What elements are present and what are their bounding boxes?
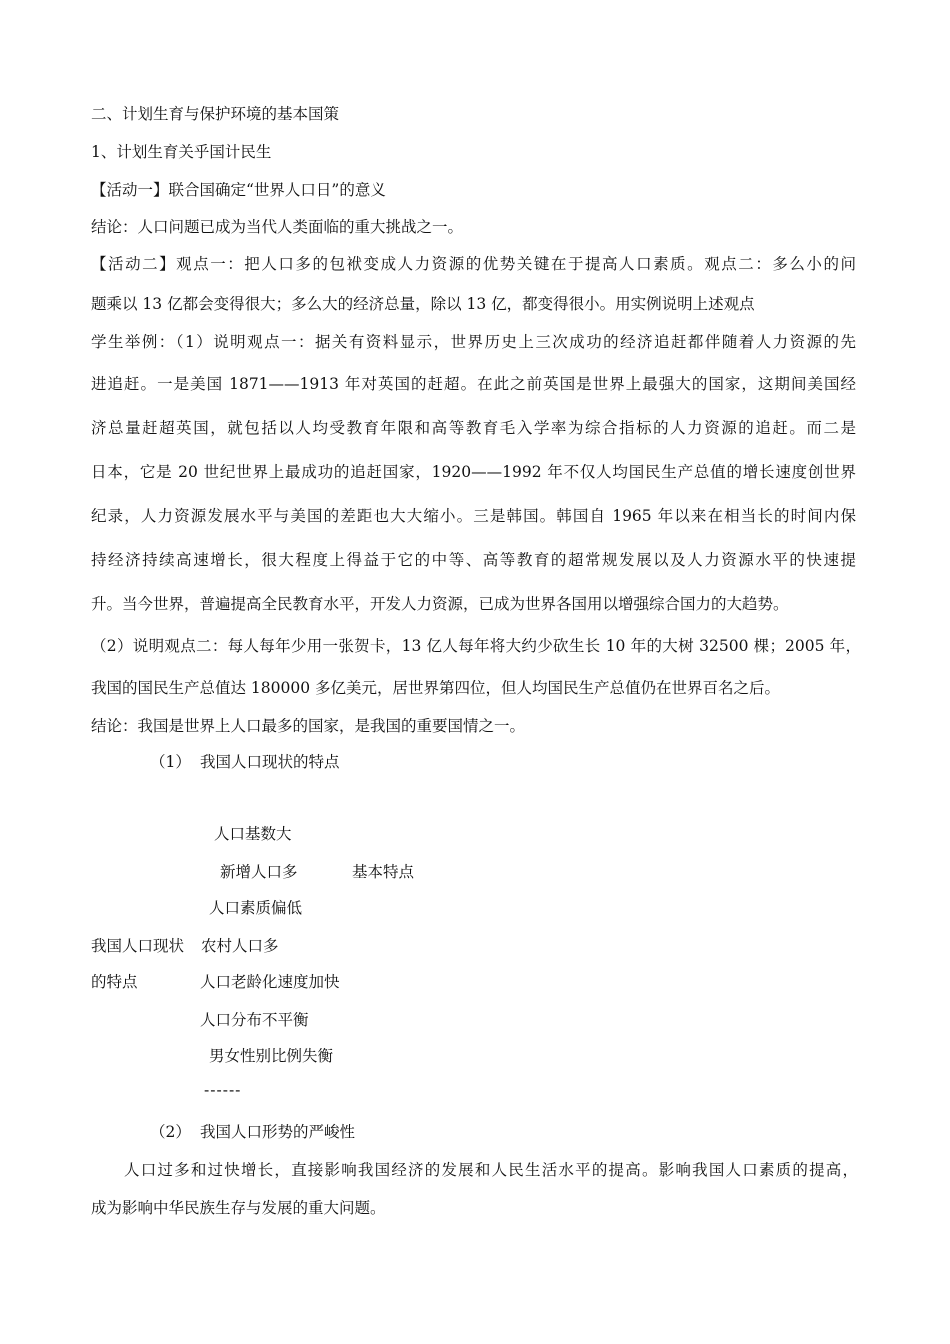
sub-heading-2-number: （2） bbox=[150, 1123, 191, 1141]
point-two-line: 我国的国民生产总值达 180000 多亿美元，居世界第四位，但人均国民生产总值仍在世界百名之后。 bbox=[91, 679, 781, 697]
example-line: 纪录，人力资源发展水平与美国的差距也大大缩小。三是韩国。韩国自 1965 年以来在相当长的时间内保 bbox=[91, 507, 856, 525]
final-paragraph-line: 成为影响中华民族生存与发展的重大问题。 bbox=[91, 1199, 386, 1217]
activity-one: 【活动一】联合国确定“世界人口日”的意义 bbox=[91, 181, 386, 199]
section-heading: 二、计划生育与保护环境的基本国策 bbox=[91, 105, 340, 123]
point-two-line: （2）说明观点二：每人每年少用一张贺卡，13 亿人每年将大约少砍生长 10 年的大树 32500 棵；2005 年， bbox=[91, 637, 861, 655]
conclusion-one: 结论：人口问题已成为当代人类面临的重大挑战之一。 bbox=[91, 218, 464, 236]
sub-heading-2-title: 我国人口形势的严峻性 bbox=[200, 1123, 356, 1141]
example-line: 济总量赶超英国，就包括以人均受教育年限和高等教育毛入学率为综合指标的人力资源的追赶。而二是 bbox=[91, 419, 856, 437]
example-line: 持经济持续高速增长，很大程度上得益于它的中等、高等教育的超常规发展以及人力资源水平的快速提 bbox=[91, 551, 856, 569]
diagram-item: 人口老龄化速度加快 bbox=[200, 973, 340, 991]
final-paragraph-line: 人口过多和过快增长，直接影响我国经济的发展和人民生活水平的提高。影响我国人口素质的提高， bbox=[124, 1161, 858, 1179]
diagram-item: 新增人口多 bbox=[220, 863, 298, 881]
example-line: 学生举例：（1）说明观点一：据关有资料显示，世界历史上三次成功的经济追赶都伴随着人力资源的先 bbox=[91, 333, 856, 351]
example-line: 日本，它是 20 世纪世界上最成功的追赶国家，1920——1992 年不仅人均国民生产总值的增长速度创世界 bbox=[91, 463, 856, 481]
activity-two-line: 【活动二】观点一：把人口多的包袱变成人力资源的优势关键在于提高人口素质。观点二：多么小的问 bbox=[91, 255, 856, 273]
sub-heading-1-title: 我国人口现状的特点 bbox=[200, 753, 340, 771]
conclusion-two: 结论：我国是世界上人口最多的国家，是我国的重要国情之一。 bbox=[91, 717, 526, 735]
diagram-item: 男女性别比例失衡 bbox=[209, 1047, 334, 1065]
diagram-item: 人口分布不平衡 bbox=[200, 1011, 309, 1029]
sub-heading-1-number: （1） bbox=[150, 753, 191, 771]
diagram-root-label: 我国人口现状 bbox=[91, 937, 185, 955]
activity-two-line: 题乘以 13 亿都会变得很大；多么大的经济总量，除以 13 亿，都变得很小。用实例说明上述观点 bbox=[91, 295, 755, 313]
diagram-item: 人口素质偏低 bbox=[209, 899, 303, 917]
example-line: 升。当今世界，普遍提高全民教育水平，开发人力资源，已成为世界各国用以增强综合国力的大趋势。 bbox=[91, 595, 789, 613]
diagram-item: ------ bbox=[204, 1081, 242, 1099]
diagram-root-label: 的特点 bbox=[91, 973, 138, 991]
subsection-heading: 1、计划生育关乎国计民生 bbox=[91, 143, 272, 161]
diagram-group-label: 基本特点 bbox=[352, 863, 415, 881]
diagram-item: 人口基数大 bbox=[214, 825, 292, 843]
example-line: 进追赶。一是美国 1871——1913 年对英国的赶超。在此之前英国是世界上最强大的国家，这期间美国经 bbox=[91, 375, 856, 393]
diagram-item: 农村人口多 bbox=[201, 937, 279, 955]
